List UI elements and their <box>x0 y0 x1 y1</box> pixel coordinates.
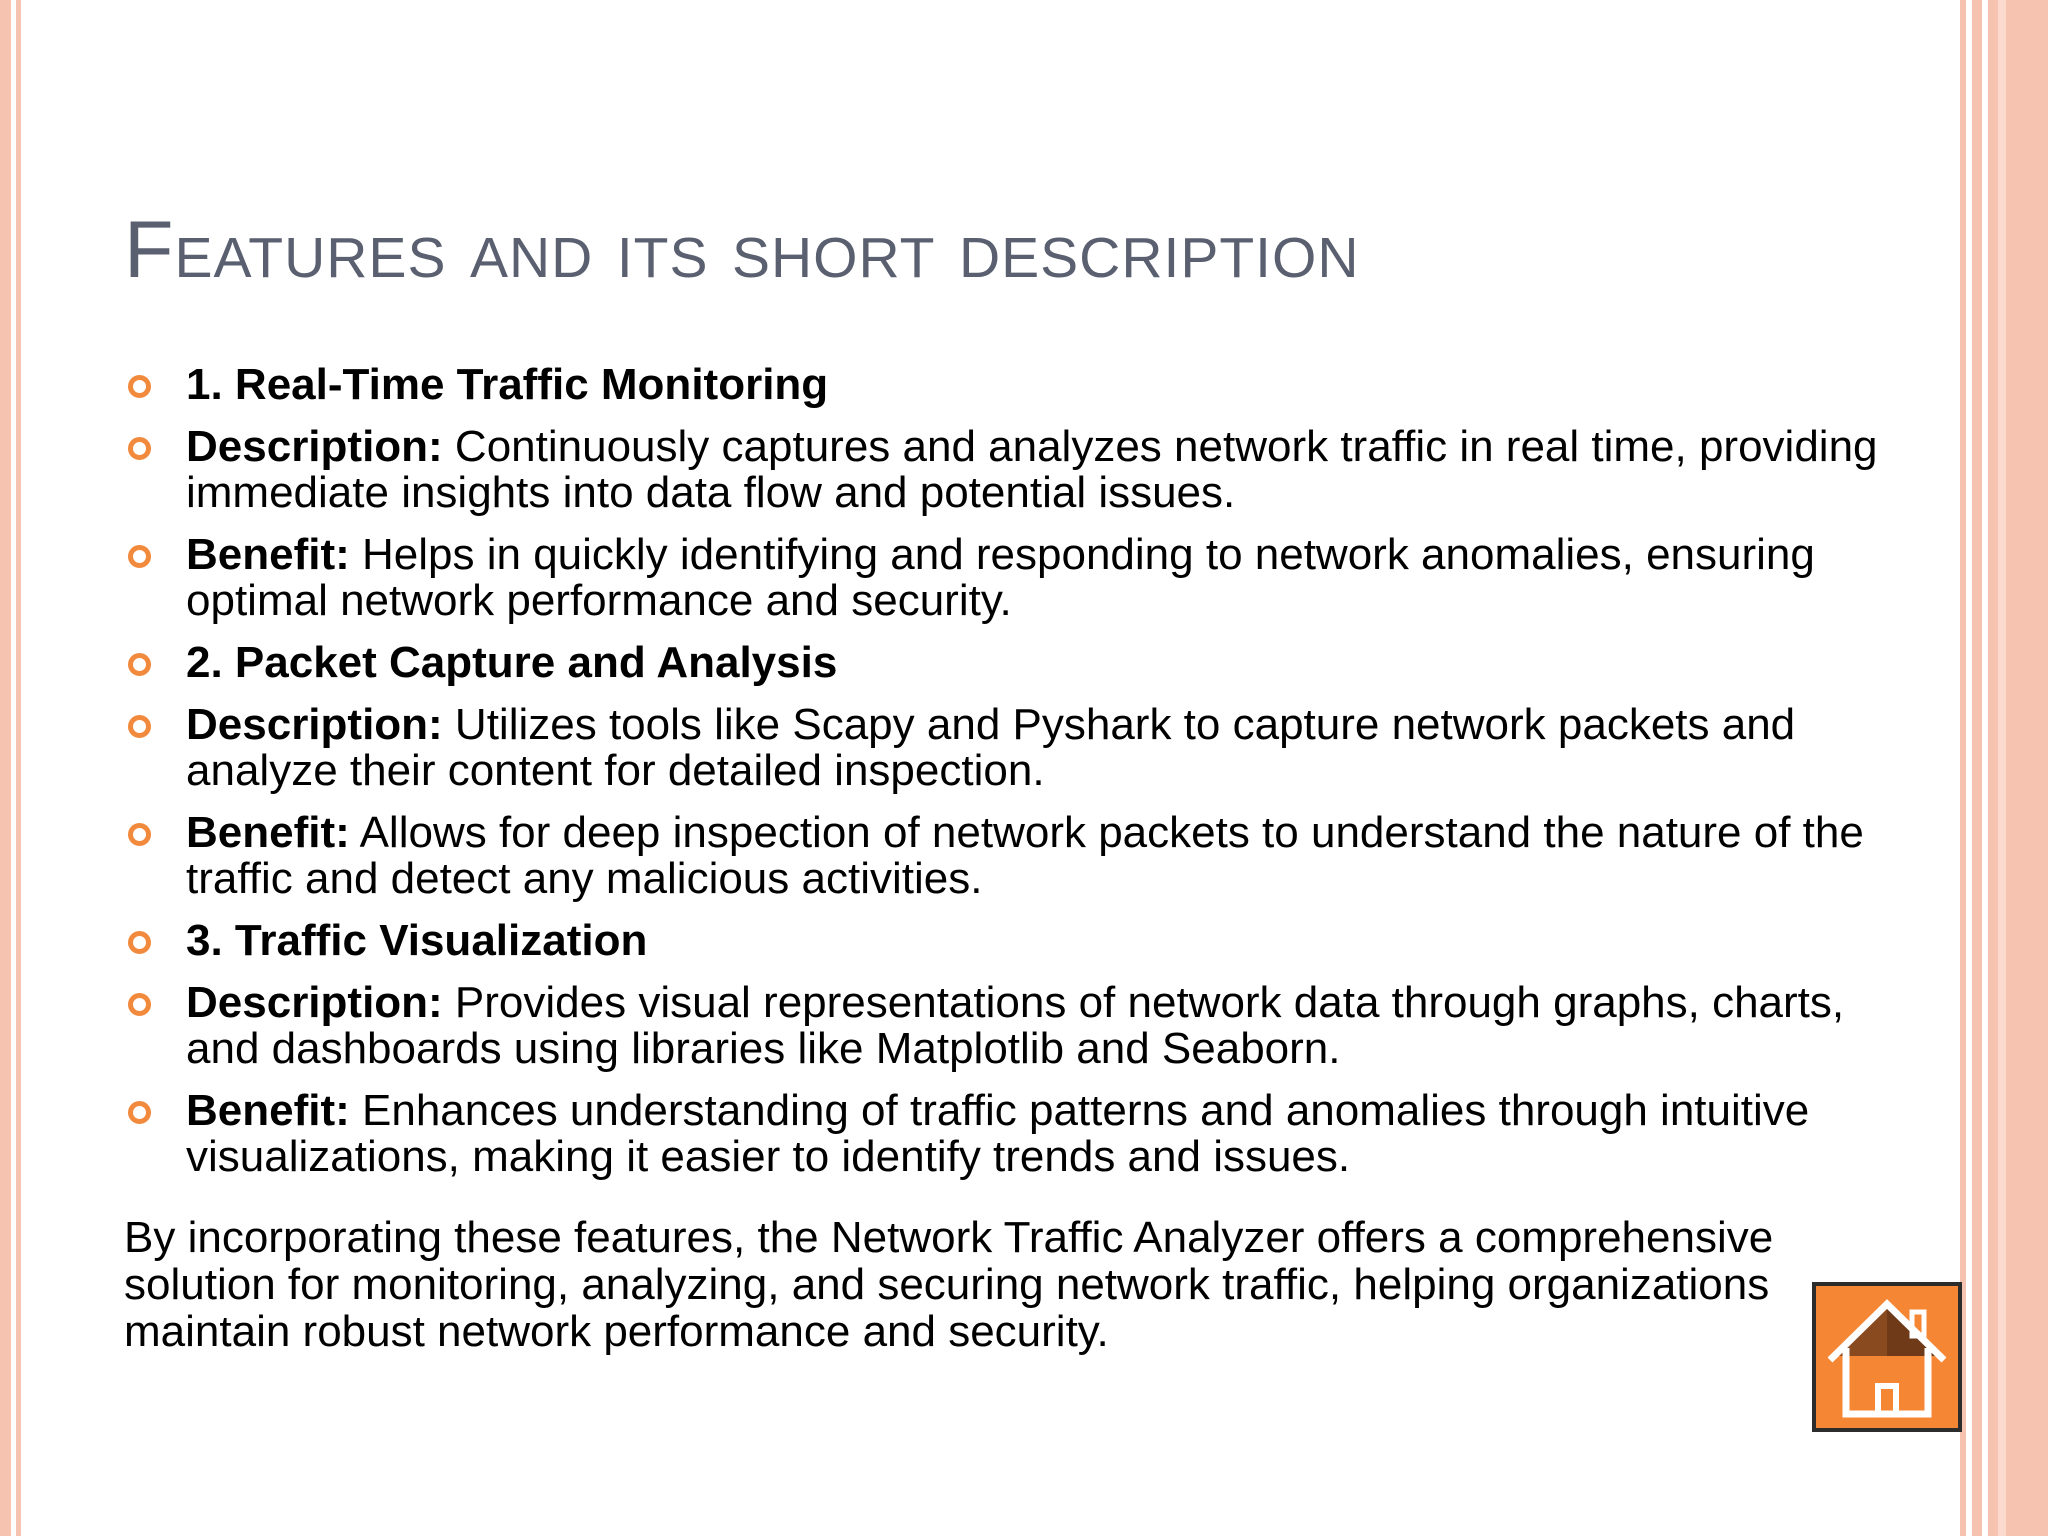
bullet-icon <box>128 931 151 954</box>
item-bold: Description: <box>186 978 443 1027</box>
item-text: Allows for deep inspection of network packets to understand the nature of the traffic and detect any malicious activities. <box>186 808 1864 903</box>
item-bold: Description: <box>186 422 443 471</box>
bullet-icon <box>128 437 151 460</box>
bullet-icon <box>128 653 151 676</box>
list-item <box>124 640 1914 686</box>
list-item <box>124 810 1914 902</box>
list-item <box>124 424 1914 516</box>
list-item <box>124 980 1914 1072</box>
item-text: Provides visual representations of network data through graphs, charts, and dashboards using libraries like Matplotlib and Seaborn. <box>186 978 1845 1073</box>
home-button[interactable] <box>1812 1282 1962 1432</box>
bullet-icon <box>128 375 151 398</box>
home-icon <box>1816 1286 1958 1428</box>
bullet-list <box>124 362 1914 1196</box>
bullet-icon <box>128 993 151 1016</box>
slide-border-right-gap <box>1998 0 2006 1536</box>
closing-paragraph: By incorporating these features, the Network Traffic Analyzer offers a comprehensive solution for monitoring, analyzing, and securing network traffic, helping organizations maintain robust network performance and security. <box>124 1213 1774 1356</box>
item-bold: Benefit: <box>186 1086 350 1135</box>
list-item <box>124 362 1914 408</box>
item-text: Enhances understanding of traffic patterns and anomalies through intuitive visualizations, making it easier to identify trends and issues. <box>186 1086 1810 1181</box>
slide-border-right-middle <box>1972 0 1982 1536</box>
slide-border-left-inner <box>16 0 21 1536</box>
item-bold: 2. Packet Capture and Analysis <box>186 638 838 687</box>
item-text: Helps in quickly identifying and responding to network anomalies, ensuring optimal network performance and security. <box>186 530 1815 625</box>
bullet-icon <box>128 823 151 846</box>
slide-border-left-outer <box>0 0 11 1536</box>
slide-border-right-outer <box>1988 0 2048 1536</box>
list-item <box>124 918 1914 964</box>
list-item <box>124 532 1914 624</box>
bullet-icon <box>128 1101 151 1124</box>
bullet-icon <box>128 715 151 738</box>
item-bold: 3. Traffic Visualization <box>186 916 648 965</box>
item-bold: Benefit: <box>186 530 350 579</box>
list-item <box>124 1088 1914 1180</box>
bullet-icon <box>128 545 151 568</box>
item-text: Continuously captures and analyzes network traffic in real time, providing immediate insights into data flow and potential issues. <box>186 422 1878 517</box>
item-bold: 1. Real-Time Traffic Monitoring <box>186 360 829 409</box>
slide-title: Features and its short description <box>124 205 1360 295</box>
item-text: Utilizes tools like Scapy and Pyshark to capture network packets and analyze their content for detailed inspection. <box>186 700 1796 795</box>
list-item <box>124 702 1914 794</box>
item-bold: Benefit: <box>186 808 350 857</box>
item-bold: Description: <box>186 700 443 749</box>
